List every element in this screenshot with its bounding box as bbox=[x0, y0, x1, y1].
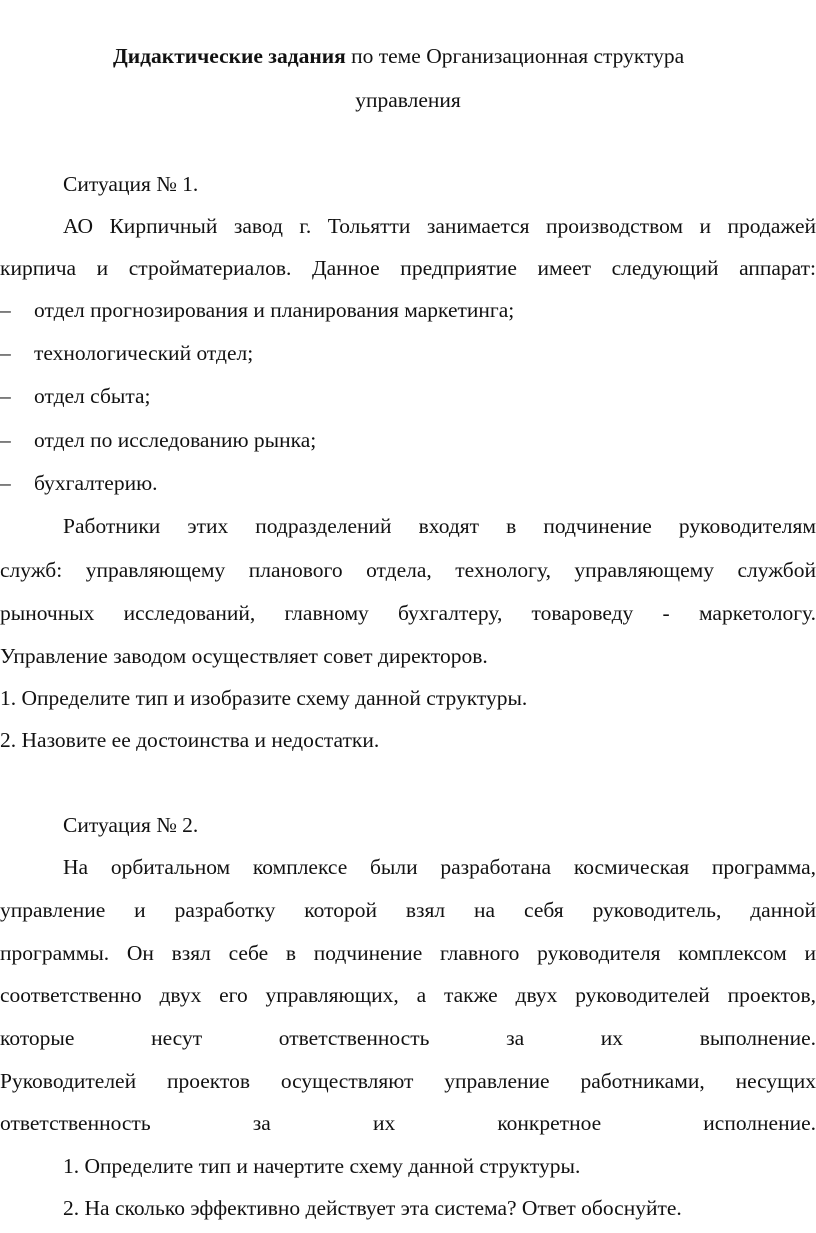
list-item bbox=[0, 428, 316, 454]
situation-2-para-line7: ответственность за их конкретное исполнение. bbox=[0, 1111, 816, 1135]
situation-1-para2-line2: служб: управляющему планового отдела, технологу, управляющему службой bbox=[0, 558, 816, 582]
document-title-rest: по теме Организационная структура bbox=[345, 44, 685, 68]
situation-2-para-line4: соответственно двух его управляющих, а также двух руководителей проектов, bbox=[0, 983, 816, 1007]
list-item-text: бухгалтерию. bbox=[34, 471, 158, 495]
list-item bbox=[0, 298, 514, 324]
situation-1-question-1: 1. Определите тип и изобразите схему данной структуры. bbox=[0, 686, 528, 710]
situation-1-para2-line1: Работники этих подразделений входят в подчинение руководителям bbox=[63, 514, 816, 538]
document-title bbox=[113, 44, 684, 70]
list-item-text: технологический отдел; bbox=[34, 341, 254, 365]
list-item bbox=[0, 471, 158, 497]
situation-1-heading: Ситуация № 1. bbox=[63, 172, 199, 196]
situation-2-question-1: 1. Определите тип и начертите схему данной структуры. bbox=[63, 1154, 581, 1178]
document-title-bold: Дидактические задания bbox=[113, 44, 346, 68]
list-item bbox=[0, 341, 253, 367]
situation-2-para-line2: управление и разработку которой взял на себя руководитель, данной bbox=[0, 898, 816, 922]
list-item-text: отдел прогнозирования и планирования маркетинга; bbox=[34, 298, 515, 322]
document-title-line2: управления bbox=[355, 88, 461, 112]
situation-2-para-line3: программы. Он взял себе в подчинение главного руководителя комплексом и bbox=[0, 941, 816, 965]
situation-2-para-line5: которые несут ответственность за их выполнение. bbox=[0, 1026, 816, 1050]
list-dash: – bbox=[0, 341, 11, 365]
list-item-text: отдел по исследованию рынка; bbox=[34, 428, 317, 452]
situation-2-heading: Ситуация № 2. bbox=[63, 813, 199, 837]
situation-2-para-line1: На орбитальном комплексе были разработана космическая программа, bbox=[63, 855, 816, 879]
list-dash: – bbox=[0, 471, 11, 495]
list-dash: – bbox=[0, 384, 11, 408]
situation-1-para2-line3: рыночных исследований, главному бухгалтеру, товароведу - маркетологу. bbox=[0, 601, 816, 625]
list-item-text: отдел сбыта; bbox=[34, 384, 151, 408]
situation-1-para1-line1: АО Кирпичный завод г. Тольятти занимается производством и продажей bbox=[63, 214, 816, 238]
situation-1-para2-line4: Управление заводом осуществляет совет директоров. bbox=[0, 644, 488, 668]
situation-2-question-2: 2. На сколько эффективно действует эта система? Ответ обоснуйте. bbox=[63, 1196, 682, 1220]
situation-1-question-2: 2. Назовите ее достоинства и недостатки. bbox=[0, 728, 380, 752]
situation-2-para-line6: Руководителей проектов осуществляют управление работниками, несущих bbox=[0, 1069, 816, 1093]
list-dash: – bbox=[0, 298, 11, 322]
situation-1-para1-line2: кирпича и стройматериалов. Данное предприятие имеет следующий аппарат: bbox=[0, 256, 816, 280]
list-item bbox=[0, 384, 151, 410]
list-dash: – bbox=[0, 428, 11, 452]
